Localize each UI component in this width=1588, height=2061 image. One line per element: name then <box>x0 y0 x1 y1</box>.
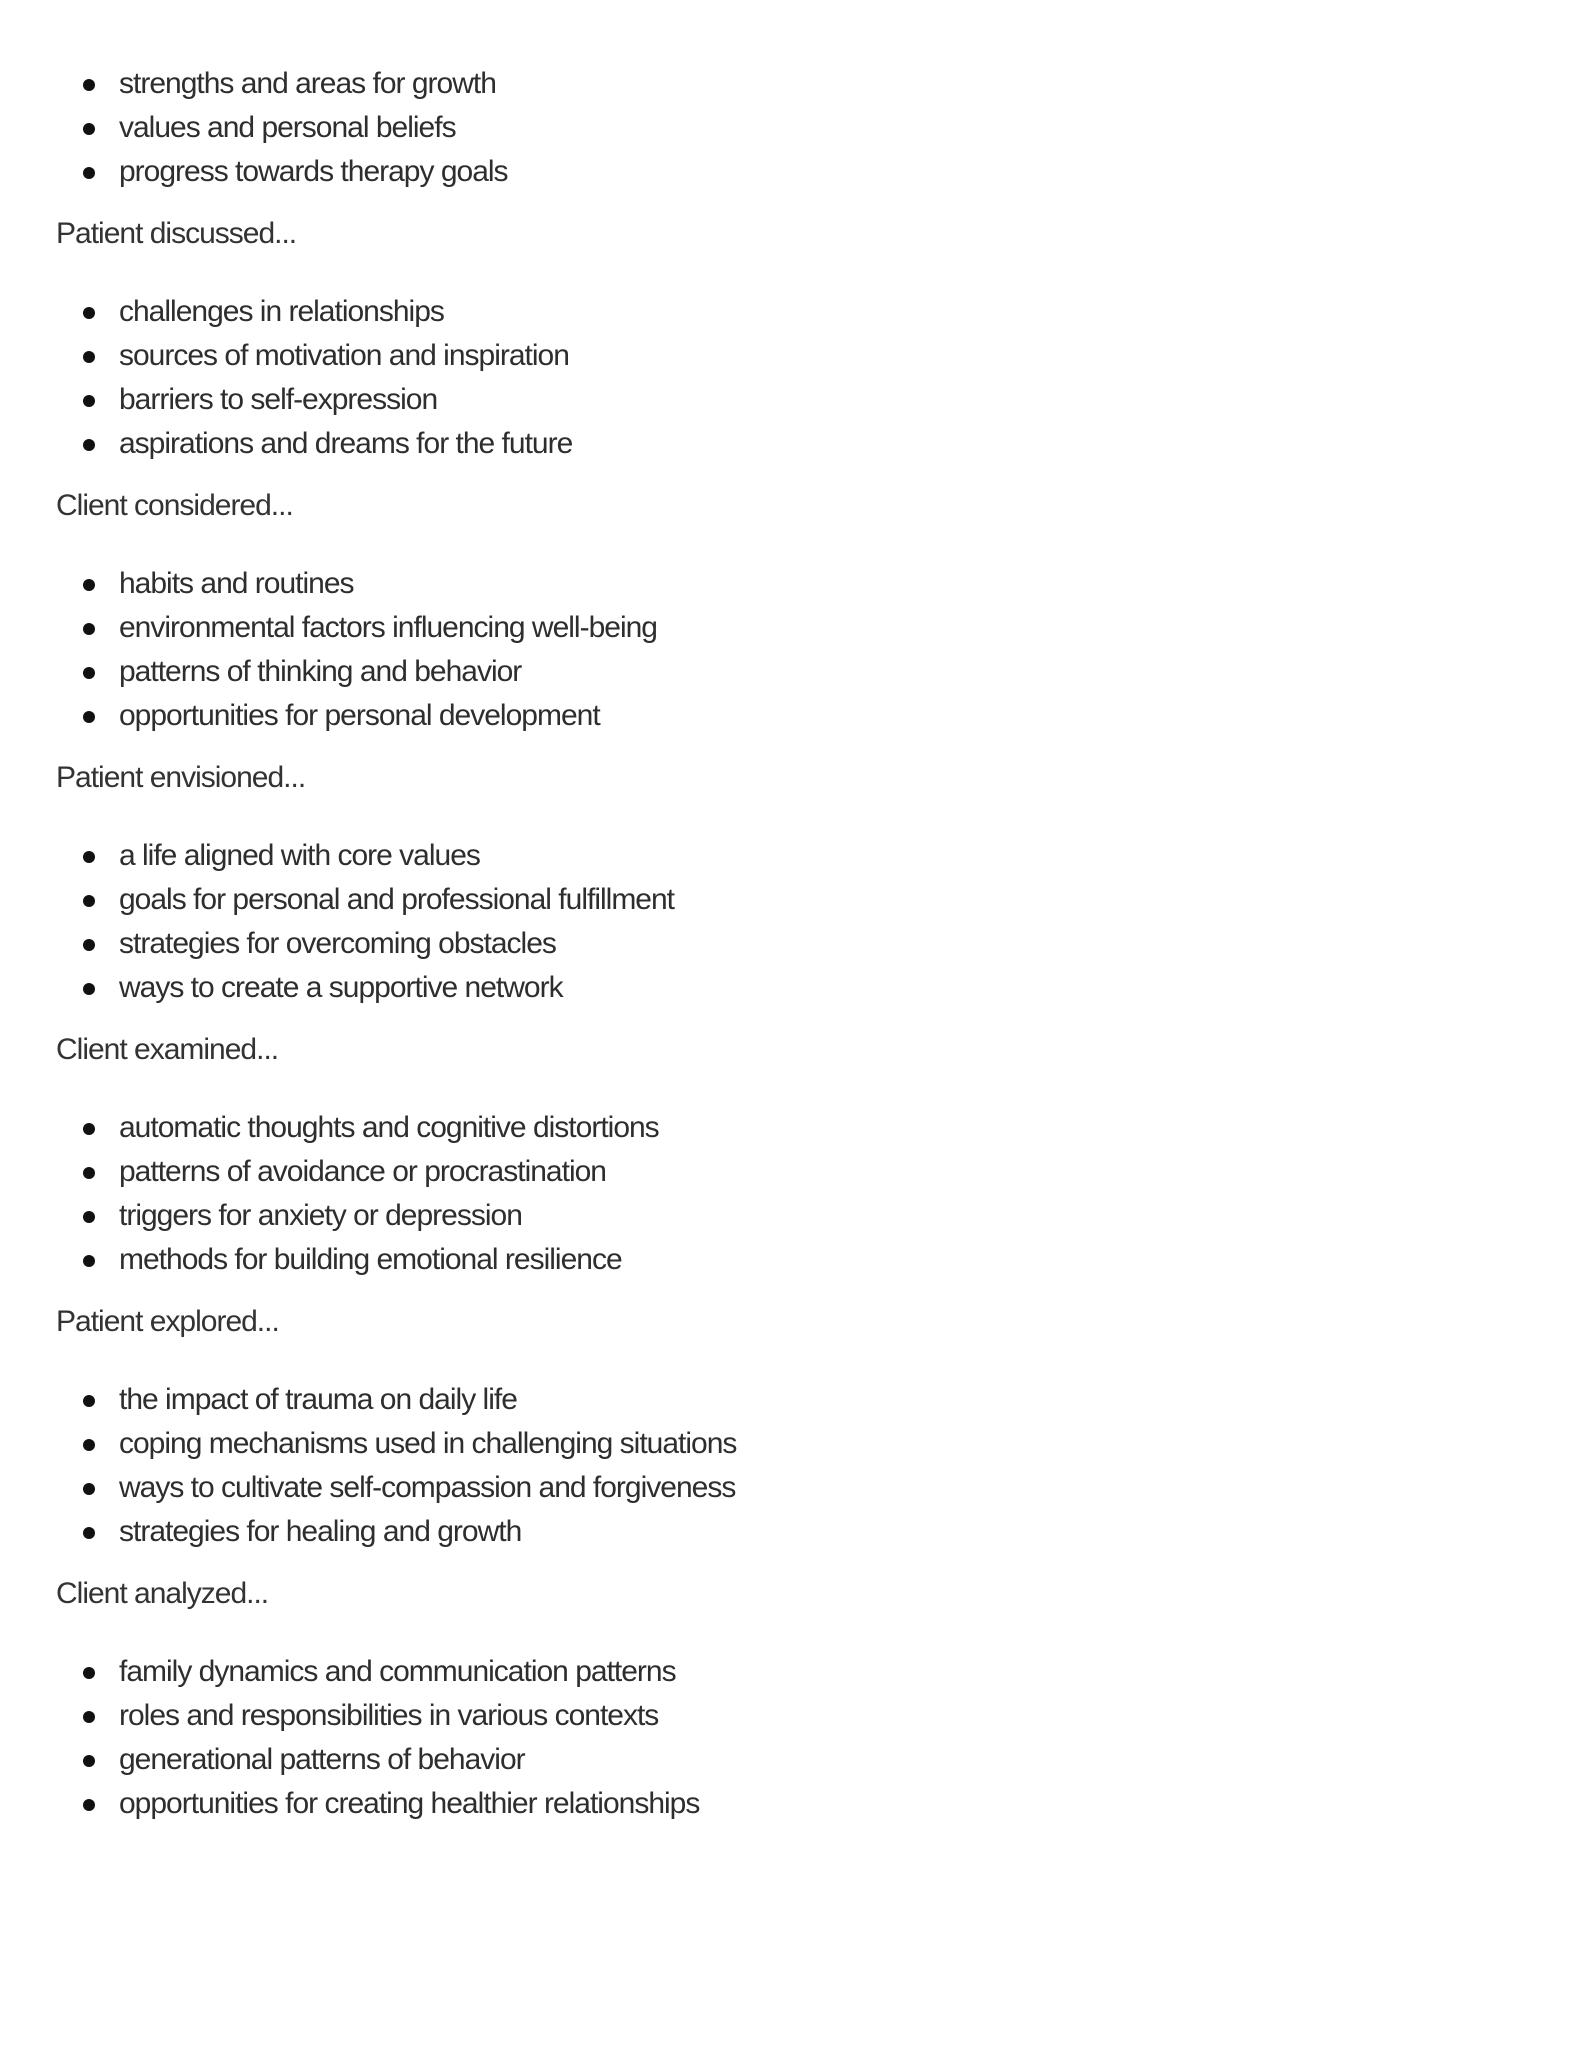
bullet-icon <box>83 1167 95 1179</box>
bullet-icon <box>83 1527 95 1539</box>
bullet-icon <box>83 395 95 407</box>
bullet-icon <box>83 439 95 451</box>
bullet-icon <box>83 851 95 863</box>
list-item-text: opportunities for creating healthier relationships <box>119 1787 700 1820</box>
list-item <box>56 1466 1456 1510</box>
bullet-icon <box>83 1711 95 1723</box>
list-item-text: family dynamics and communication patterns <box>119 1655 676 1688</box>
list-item-text: habits and routines <box>119 567 354 600</box>
list-item <box>56 150 1456 194</box>
list-item-text: generational patterns of behavior <box>119 1743 525 1776</box>
list-item-text: patterns of avoidance or procrastination <box>119 1155 606 1188</box>
intro-section <box>56 62 1456 194</box>
list-item-text: roles and responsibilities in various contexts <box>119 1699 659 1732</box>
list-item <box>56 1150 1456 1194</box>
list-item <box>56 334 1456 378</box>
list-item <box>56 694 1456 738</box>
bullet-list <box>56 834 1456 1010</box>
list-item <box>56 1510 1456 1554</box>
bullet-icon <box>83 123 95 135</box>
section-heading: Client analyzed... <box>56 1577 269 1610</box>
bullet-icon <box>83 983 95 995</box>
bullet-icon <box>83 1123 95 1135</box>
list-item <box>56 606 1456 650</box>
list-item-text: strategies for healing and growth <box>119 1515 522 1548</box>
list-item-text: patterns of thinking and behavior <box>119 655 522 688</box>
bullet-icon <box>83 939 95 951</box>
bullet-icon <box>83 711 95 723</box>
list-item-text: values and personal beliefs <box>119 111 456 144</box>
list-item <box>56 290 1456 334</box>
bullet-icon <box>83 623 95 635</box>
bullet-list <box>56 1106 1456 1282</box>
note-section <box>56 488 1456 738</box>
list-item-text: the impact of trauma on daily life <box>119 1383 517 1416</box>
bullet-icon <box>83 895 95 907</box>
section-heading: Patient discussed... <box>56 217 297 250</box>
bullet-icon <box>83 307 95 319</box>
note-section <box>56 760 1456 1010</box>
list-item <box>56 650 1456 694</box>
section-heading: Client considered... <box>56 489 293 522</box>
bullet-list <box>56 562 1456 738</box>
note-section <box>56 1576 1456 1826</box>
bullet-icon <box>83 1439 95 1451</box>
bullet-icon <box>83 79 95 91</box>
list-item <box>56 1694 1456 1738</box>
document-body <box>56 62 1456 1826</box>
list-item <box>56 62 1456 106</box>
note-section <box>56 1304 1456 1554</box>
list-item <box>56 1650 1456 1694</box>
list-item <box>56 106 1456 150</box>
list-item-text: goals for personal and professional fulfillment <box>119 883 675 916</box>
list-item-text: strategies for overcoming obstacles <box>119 927 556 960</box>
list-item <box>56 422 1456 466</box>
list-item-text: a life aligned with core values <box>119 839 480 872</box>
bullet-list <box>56 1650 1456 1826</box>
bullet-icon <box>83 1667 95 1679</box>
bullet-icon <box>83 167 95 179</box>
bullet-icon <box>83 579 95 591</box>
list-item-text: sources of motivation and inspiration <box>119 339 569 372</box>
list-item-text: ways to cultivate self-compassion and forgiveness <box>119 1471 736 1504</box>
section-heading: Patient explored... <box>56 1305 279 1338</box>
list-item <box>56 562 1456 606</box>
section-heading: Patient envisioned... <box>56 761 306 794</box>
bullet-list <box>56 1378 1456 1554</box>
list-item <box>56 1194 1456 1238</box>
section-heading: Client examined... <box>56 1033 279 1066</box>
bullet-icon <box>83 1799 95 1811</box>
bullet-icon <box>83 1211 95 1223</box>
list-item-text: strengths and areas for growth <box>119 67 496 100</box>
list-item-text: opportunities for personal development <box>119 699 600 732</box>
list-item <box>56 1422 1456 1466</box>
note-section <box>56 216 1456 466</box>
list-item-text: environmental factors influencing well-being <box>119 611 657 644</box>
list-item-text: ways to create a supportive network <box>119 971 563 1004</box>
bullet-icon <box>83 1255 95 1267</box>
list-item-text: challenges in relationships <box>119 295 444 328</box>
list-item-text: progress towards therapy goals <box>119 155 508 188</box>
list-item <box>56 1738 1456 1782</box>
list-item <box>56 834 1456 878</box>
list-item-text: methods for building emotional resilience <box>119 1243 622 1276</box>
list-item-text: barriers to self-expression <box>119 383 438 416</box>
list-item-text: triggers for anxiety or depression <box>119 1199 522 1232</box>
intro-list <box>56 62 1456 194</box>
list-item <box>56 1378 1456 1422</box>
bullet-list <box>56 290 1456 466</box>
bullet-icon <box>83 1483 95 1495</box>
bullet-icon <box>83 351 95 363</box>
list-item <box>56 1782 1456 1826</box>
list-item-text: coping mechanisms used in challenging situations <box>119 1427 737 1460</box>
bullet-icon <box>83 667 95 679</box>
list-item-text: automatic thoughts and cognitive distortions <box>119 1111 659 1144</box>
list-item <box>56 378 1456 422</box>
list-item <box>56 878 1456 922</box>
note-section <box>56 1032 1456 1282</box>
list-item-text: aspirations and dreams for the future <box>119 427 573 460</box>
bullet-icon <box>83 1395 95 1407</box>
list-item <box>56 1238 1456 1282</box>
list-item <box>56 966 1456 1010</box>
list-item <box>56 922 1456 966</box>
bullet-icon <box>83 1755 95 1767</box>
list-item <box>56 1106 1456 1150</box>
